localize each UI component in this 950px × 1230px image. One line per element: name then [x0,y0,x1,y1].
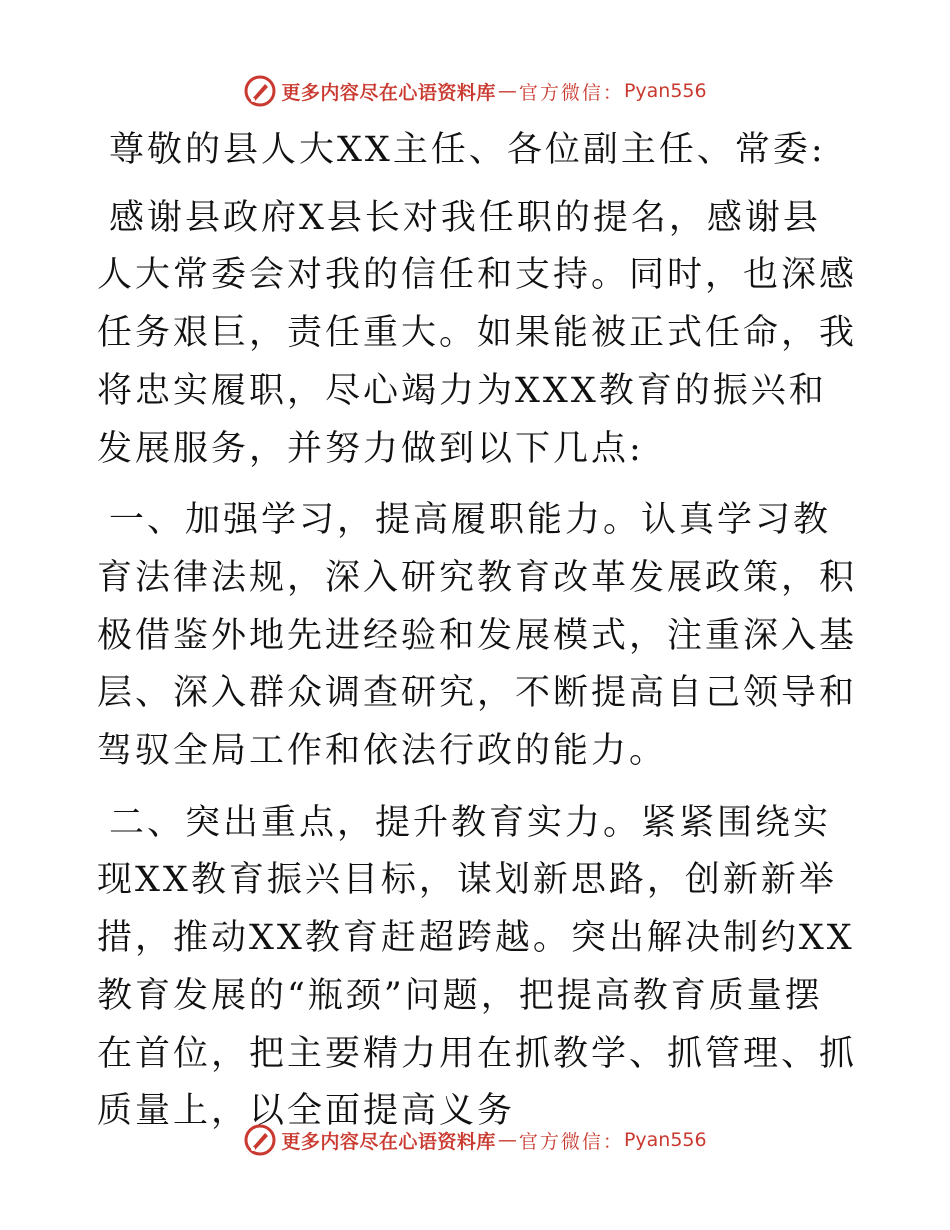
watermark-wechat-id: Pyan556 [623,1129,707,1151]
watermark-main-text: 更多内容尽在心语资料库 [281,1130,496,1153]
salutation: 尊敬的县人大XX主任、各位副主任、常委: [109,130,826,170]
header-watermark [0,71,950,111]
footer-watermark [0,1120,950,1160]
pen-logo-icon [243,1123,277,1157]
pen-logo-icon [243,74,277,108]
paragraph-point-one: 一、加强学习，提高履职能力。认真学习教育法律法规，深入研究教育改革发展政策，积极借鉴外地先进经验和发展模式，注重深入基层、深入群众调查研究，不断提高自己领导和驾驭全局工作和依法行政的能力。 [97,500,858,772]
watermark-main-text: 更多内容尽在心语资料库 [281,81,496,104]
document-body [97,122,857,1155]
watermark-official-label: 官方微信： [518,1130,624,1153]
watermark-separator: — [497,1129,517,1151]
paragraph-point-two: 二、突出重点，提升教育实力。紧紧围绕实现XX教育振兴目标，谋划新思路，创新新举措，推动XX教育赶超跨越。突出解决制约XX教育发展的“瓶颈”问题，把提高教育质量摆在首位，把主要精力用在抓教学、抓管理、抓质量上，以全面提高义务 [97,802,858,1132]
paragraph-intro: 感谢县政府X县长对我任职的提名，感谢县人大常委会对我的信任和支持。同时，也深感任务艰巨，责任重大。如果能被正式任命，我将忠实履职，尽心竭力为XXX教育的振兴和发展服务，并努力做到以下几点: [97,197,858,469]
watermark-wechat-id: Pyan556 [623,80,707,102]
watermark-separator: — [497,80,517,102]
watermark-official-label: 官方微信： [518,81,624,104]
